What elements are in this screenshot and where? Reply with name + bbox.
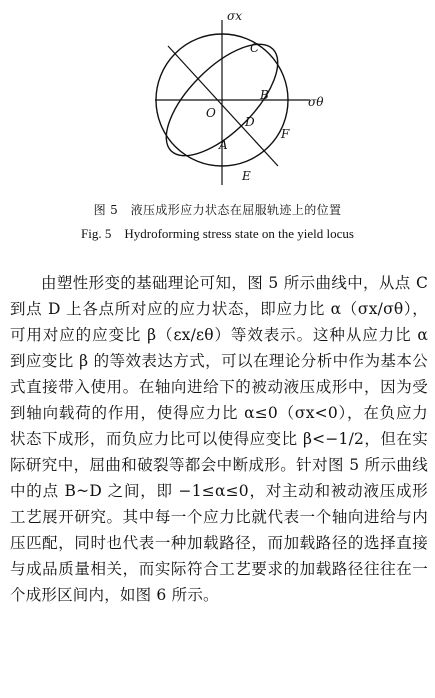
label-sigma-x: σx <box>227 9 242 23</box>
label-D: D <box>245 115 255 129</box>
figure-caption-english: Fig. 5 Hydroforming stress state on the yield locus <box>81 226 354 241</box>
label-C: C <box>250 41 260 55</box>
label-B: B <box>260 88 269 102</box>
body-paragraph: 由塑性形变的基础理论可知，图 5 所示曲线中，从点 C 到点 D 上各点所对应的应力状态，即应力比 α（σx/σθ），可用对应的应变比 β（εx/εθ）等效表示。这种从应力比 α 到应变比 β 的等效表达方式，可以在理论分析中作为基本公式直接带入使用。在轴向进给下的被动液压成形中，因为受到轴向载荷的作用，使得应力比 α≤0（σx<0），在负应力状态下成形，而负应力比可以使得应变比 β<−1/2，但在实际研究中，屈曲和破裂等都会中断成形。针对图 5 所示曲线中的点 B~D 之间，即 −1≤α≤0，对主动和被动液压成形工艺展开研究。其中每一个应力比就代表一个轴向进给与内压匹配，同时也代表一种加载路径，而加载路径的选择直接与成品质量相关，而实际符合工艺要求的加载路径往往在一个成形区间内，如图 6 所示。 <box>10 274 428 604</box>
label-O: O <box>206 106 216 120</box>
label-A: A <box>219 138 228 152</box>
label-F: F <box>281 127 290 141</box>
yield-locus-diagram <box>150 0 325 196</box>
label-sigma-theta: σθ <box>308 95 324 109</box>
figure-caption-chinese: 图 5 液压成形应力状态在屈服轨迹上的位置 <box>93 203 342 217</box>
body-text <box>10 270 428 608</box>
yield-locus-figure <box>150 0 325 196</box>
label-E: E <box>242 169 251 183</box>
